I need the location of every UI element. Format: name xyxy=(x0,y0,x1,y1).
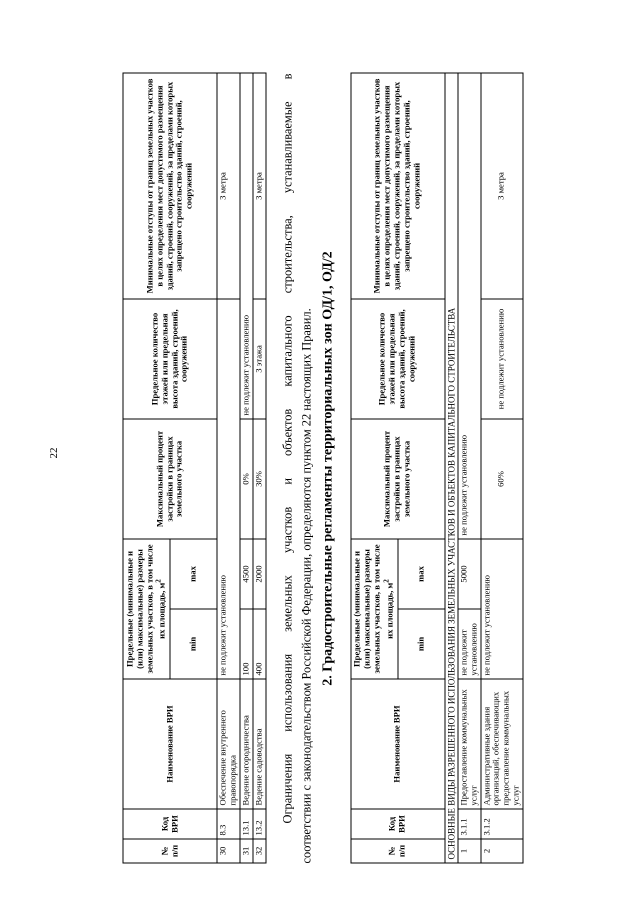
table-cell: Административные здания организаций, обеспечивающих предоставление коммунальных услуг xyxy=(481,679,524,809)
table-cell: Предоставление коммунальных услуг xyxy=(458,679,481,809)
col-header-min: min xyxy=(170,609,217,679)
table-cell: 2 xyxy=(481,839,524,863)
col-header-floors: Предельное количество этажей или предельная высота зданий, строений, сооружений xyxy=(123,298,217,418)
section-row xyxy=(445,72,458,862)
page-number: 22 xyxy=(48,447,60,459)
table-cell: 3 метра xyxy=(481,72,524,298)
col-header-setback: Минимальные отступы от границ земельных участков в целях определения мест допустимого размещения зданий, строений, сооружений, за пределами которых запрещено строительство зданий, строений, сооружений xyxy=(351,72,445,298)
col-header-num: № п/п xyxy=(123,839,217,863)
col-header-code: Код ВРИ xyxy=(351,809,445,839)
col-header-max: max xyxy=(398,538,445,608)
table-cell: не подлежит установлению xyxy=(217,298,240,678)
table-cell: не подлежит установлению xyxy=(458,609,481,679)
table-cell: 32 xyxy=(253,839,266,863)
col-header-num: № п/п xyxy=(351,839,445,863)
table-cell: ОСНОВНЫЕ ВИДЫ РАЗРЕШЕННОГО ИСПОЛЬЗОВАНИЯ ЗЕМЕЛЬНЫХ УЧАСТКОВ И ОБЪЕКТОВ КАПИТАЛЬНОГО СТРОИТЕЛЬСТВА xyxy=(445,72,458,862)
table-cell: 60% xyxy=(481,418,524,538)
col-header-max: max xyxy=(170,538,217,608)
col-header-floors: Предельное количество этажей или предельная высота зданий, строений, сооружений xyxy=(351,298,445,418)
table-row xyxy=(217,72,240,862)
table-cell: Ведение огородничества xyxy=(240,679,253,809)
section-heading: 2. Градостроительные регламенты территориальных зон ОД/1, ОД/2 xyxy=(320,250,335,686)
table-row xyxy=(240,72,253,862)
col-header-name: Наименование ВРИ xyxy=(123,679,217,809)
table-cell: 31 xyxy=(240,839,253,863)
col-header-setback: Минимальные отступы от границ земельных участков в целях определения мест допустимого размещения зданий, строений, сооружений, за пределами которых запрещено строительство зданий, строений, сооружений xyxy=(123,72,217,298)
table-cell: 8.3 xyxy=(217,809,240,839)
table-cell: 5000 xyxy=(458,538,481,608)
col-header-min: min xyxy=(398,609,445,679)
table-cell: не подлежит установлению xyxy=(240,72,253,418)
table-cell: 100 xyxy=(240,609,253,679)
table-cell: 3 метра xyxy=(253,72,266,298)
table-cell: Обеспечение внутреннего правопорядка xyxy=(217,679,240,809)
table-cell: 3.1.2 xyxy=(481,809,524,839)
table-cell: 30% xyxy=(253,418,266,538)
table-cell: 1 xyxy=(458,839,481,863)
regulations-table-continued xyxy=(123,72,267,863)
table-cell: 400 xyxy=(253,609,266,679)
table-row xyxy=(253,72,266,862)
table-cell: не подлежит установлению xyxy=(458,72,481,538)
col-header-coverage: Максимальный процент застройки в границах земельного участка xyxy=(123,418,217,538)
col-header-area: Предельные (минимальные и (или) максимальные) размеры земельных участков, в том числе их площадь, $м^2$ xyxy=(351,538,398,678)
table-cell: 4500 xyxy=(240,538,253,608)
table-cell: 13.1 xyxy=(240,809,253,839)
table-cell: 0% xyxy=(240,418,253,538)
col-header-area: Предельные (минимальные и (или) максимальные) размеры земельных участков, в том числе их площадь, $м^2$ xyxy=(123,538,170,678)
table-cell: 3 метра xyxy=(217,72,240,298)
table-cell: 13.2 xyxy=(253,809,266,839)
col-header-coverage: Максимальный процент застройки в границах земельного участка xyxy=(351,418,445,538)
restrictions-paragraph: Ограничения использования земельных участков и объектов капитального строительства, устанавливаемые в соответствии с законодательством Российской Федерации, определяются пунктом 22 настоящих Правил. xyxy=(280,73,313,863)
table-row xyxy=(458,72,481,862)
col-header-name: Наименование ВРИ xyxy=(351,679,445,809)
table-cell: не подлежит установлению xyxy=(481,298,524,418)
table-cell: 2000 xyxy=(253,538,266,608)
table-cell: Ведение садоводства xyxy=(253,679,266,809)
col-header-code: Код ВРИ xyxy=(123,809,217,839)
table-cell: 30 xyxy=(217,839,240,863)
table-cell: 3 этажа xyxy=(253,298,266,418)
table-cell: 3.1.1 xyxy=(458,809,481,839)
table-row xyxy=(481,72,524,862)
regulations-table-od xyxy=(350,72,524,863)
rotated-page-content xyxy=(123,73,598,863)
table-cell: не подлежит установлению xyxy=(481,538,524,678)
